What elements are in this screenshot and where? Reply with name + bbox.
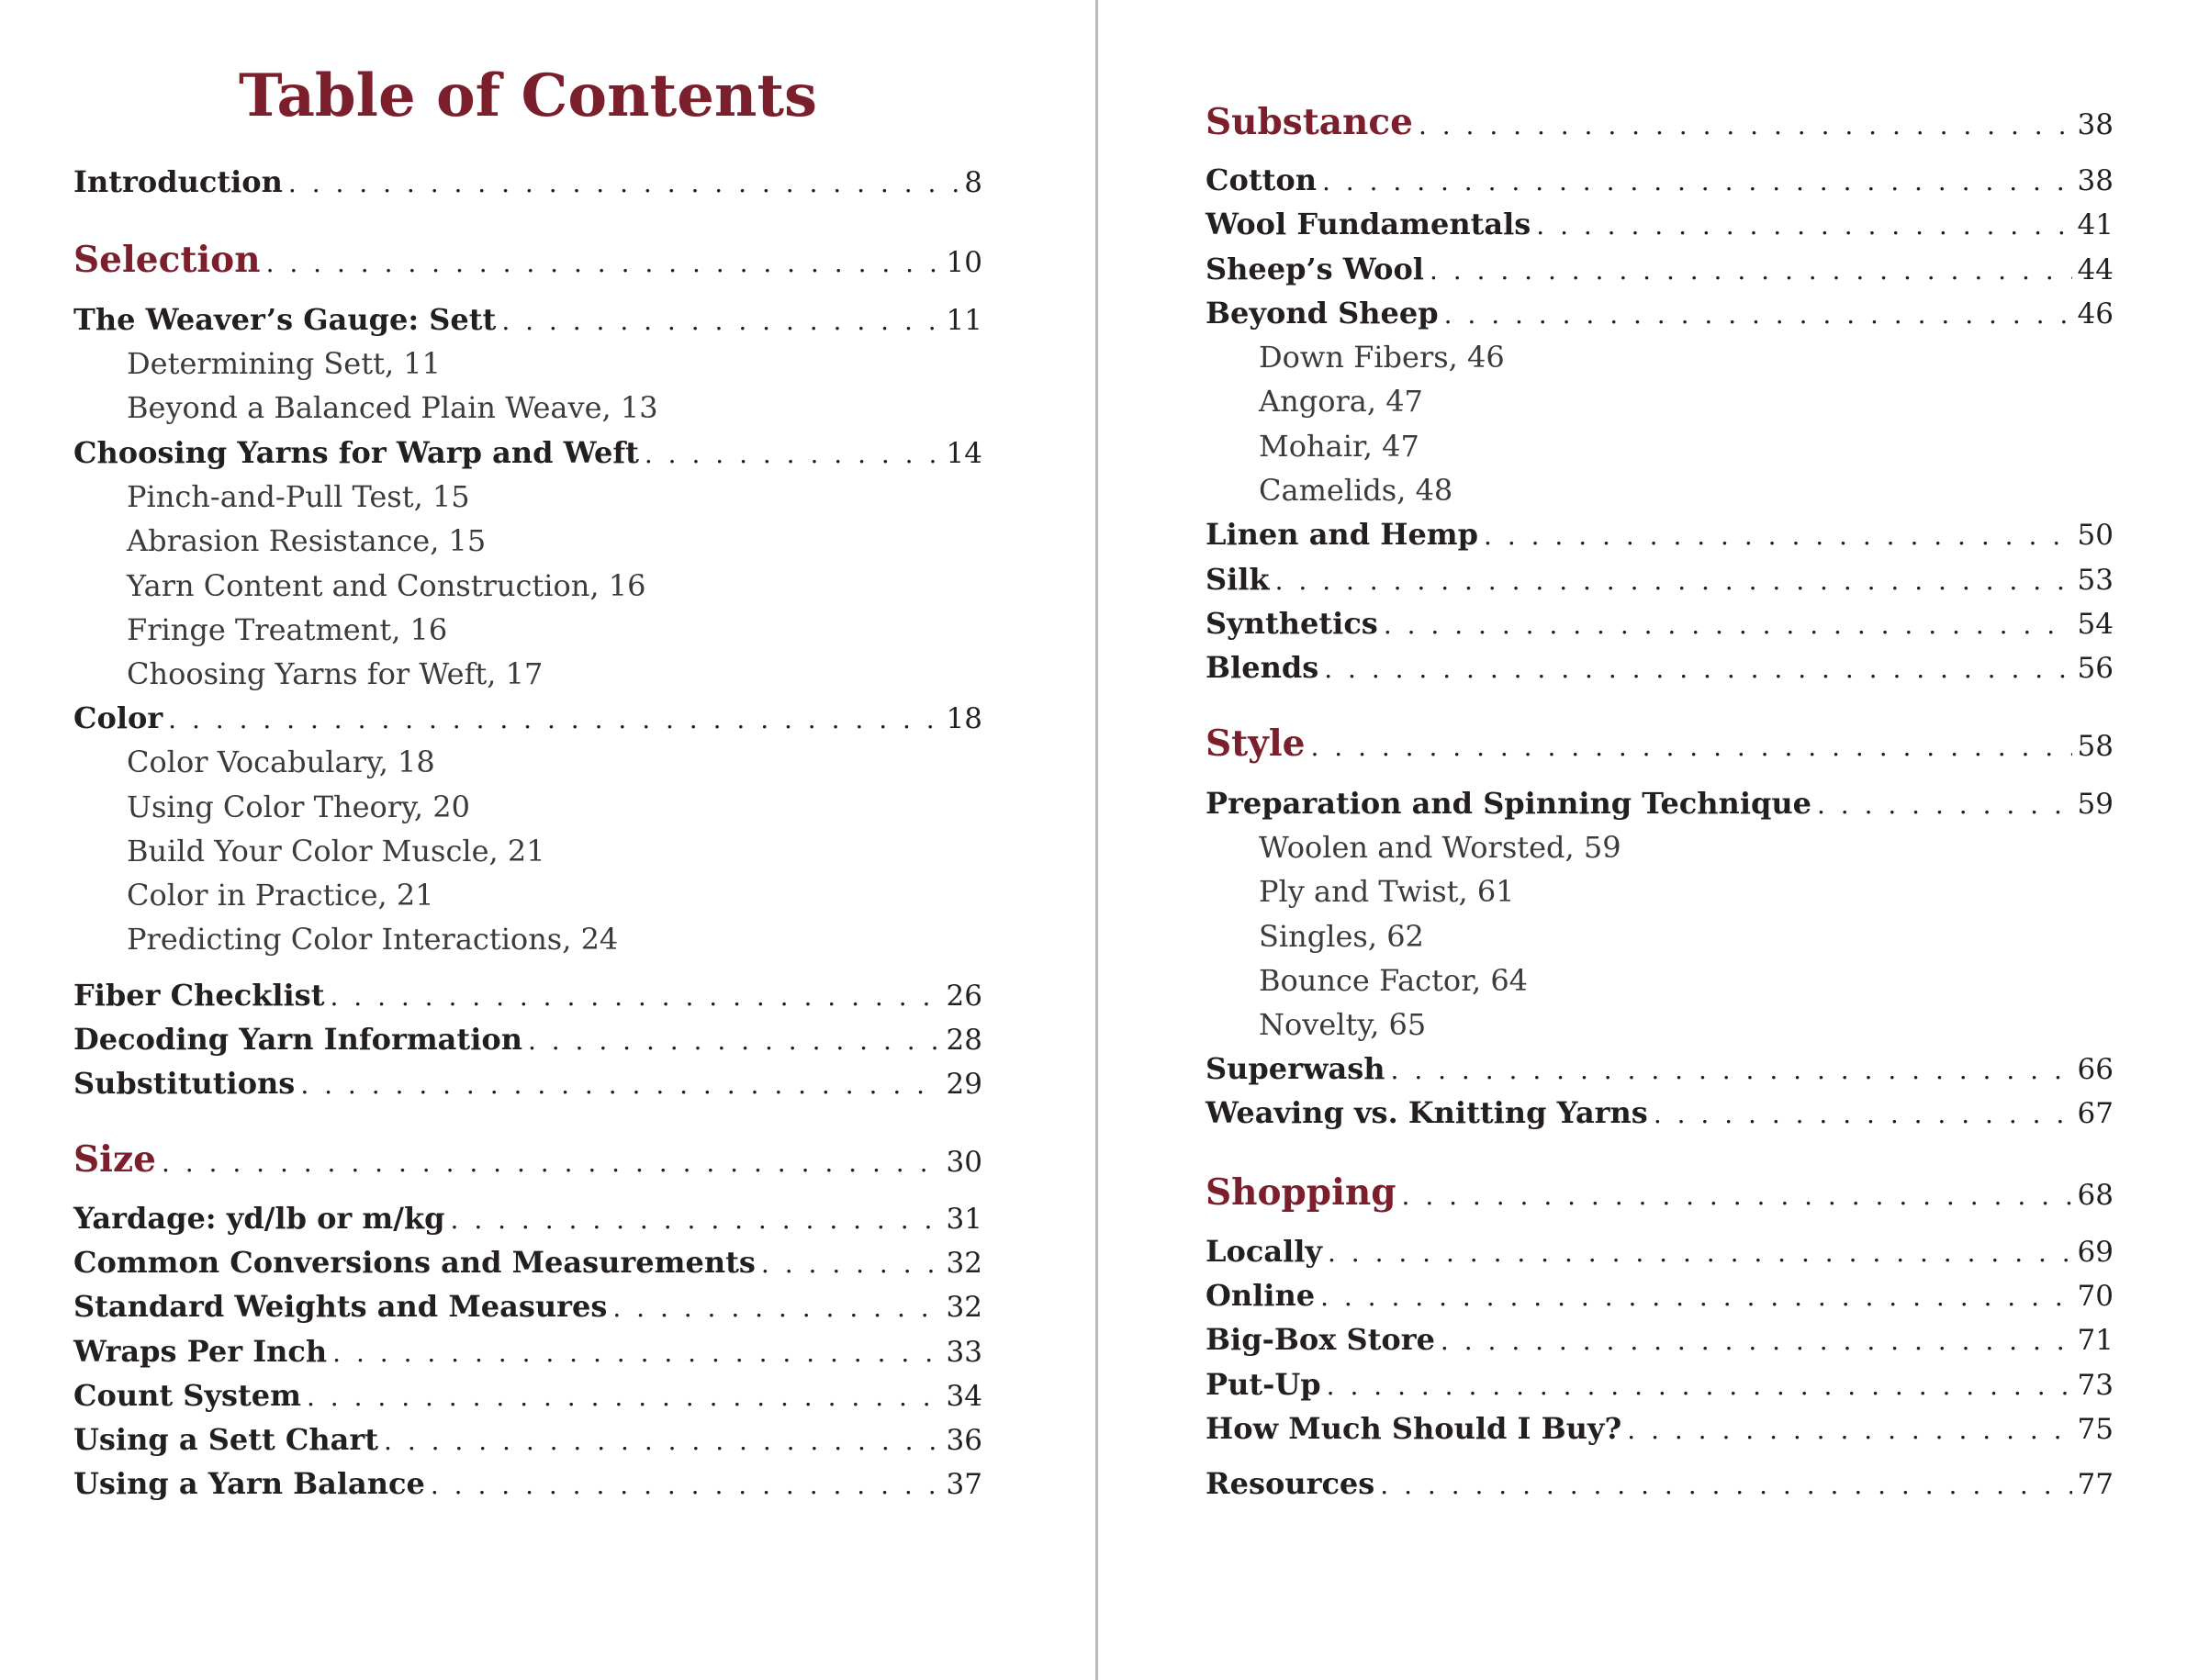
toc-subentry[interactable] bbox=[1206, 1004, 2114, 1045]
toc-entry-beyond-sheep[interactable] bbox=[1206, 293, 2114, 333]
toc-subentry-label: Pinch-and-Pull Test, 15 bbox=[127, 479, 470, 514]
toc-section-label: Selection bbox=[73, 239, 261, 281]
toc-entry-label: Sheep’s Wool bbox=[1206, 252, 1424, 286]
dot-leader bbox=[1328, 1233, 2072, 1273]
page-divider bbox=[1095, 0, 1098, 1680]
toc-entry-label: Linen and Hemp bbox=[1206, 517, 1479, 552]
toc-entry-label: Decoding Yarn Information bbox=[73, 1022, 522, 1057]
toc-entry-label: Resources bbox=[1206, 1466, 1375, 1501]
dot-leader bbox=[300, 1065, 940, 1105]
toc-entry-blends[interactable] bbox=[1206, 647, 2114, 688]
dot-leader bbox=[431, 1465, 941, 1506]
toc-entry-label: Common Conversions and Measurements bbox=[73, 1245, 756, 1280]
toc-entry-preparation-spinning[interactable] bbox=[1206, 783, 2114, 823]
toc-entry-substitutions[interactable] bbox=[73, 1063, 982, 1103]
toc-entry-weavers-gauge-sett[interactable] bbox=[73, 299, 982, 340]
dot-leader bbox=[266, 239, 941, 288]
toc-entry-label: Using a Yarn Balance bbox=[73, 1466, 425, 1501]
dot-leader bbox=[612, 1288, 940, 1328]
toc-subentry-label: Fringe Treatment, 16 bbox=[127, 612, 448, 647]
dot-leader bbox=[1817, 785, 2072, 825]
toc-section-label: Substance bbox=[1206, 101, 1413, 143]
toc-subentry-label: Camelids, 48 bbox=[1259, 473, 1453, 508]
toc-page-number: 32 bbox=[946, 1291, 982, 1324]
dot-leader bbox=[501, 301, 940, 342]
toc-subentry[interactable] bbox=[73, 919, 982, 959]
toc-page-number: 32 bbox=[946, 1247, 982, 1280]
toc-subentry-label: Bounce Factor, 64 bbox=[1259, 963, 1529, 998]
toc-entry-label: Wraps Per Inch bbox=[73, 1334, 328, 1369]
toc-subentry-label: Color in Practice, 21 bbox=[127, 878, 434, 913]
dot-leader bbox=[1384, 605, 2072, 645]
toc-page-number: 67 bbox=[2077, 1097, 2114, 1130]
toc-subentry-label: Build Your Color Muscle, 21 bbox=[127, 834, 545, 868]
toc-entry-silk[interactable] bbox=[1206, 559, 2114, 599]
toc-entry-decoding-yarn-information[interactable] bbox=[73, 1019, 982, 1059]
dot-leader bbox=[1402, 1171, 2072, 1221]
dot-leader bbox=[1320, 1277, 2071, 1317]
toc-page-number: 73 bbox=[2077, 1369, 2114, 1402]
toc-page-number: 8 bbox=[964, 166, 982, 199]
toc-entry-put-up[interactable] bbox=[1206, 1364, 2114, 1405]
dot-leader bbox=[1441, 1321, 2072, 1361]
toc-entry-locally[interactable] bbox=[1206, 1231, 2114, 1271]
toc-section-label: Shopping bbox=[1206, 1171, 1396, 1214]
toc-page-number: 75 bbox=[2077, 1413, 2114, 1446]
toc-entry-label: Silk bbox=[1206, 562, 1270, 597]
dot-leader bbox=[162, 1138, 941, 1188]
toc-subentry-label: Angora, 47 bbox=[1259, 384, 1423, 419]
toc-page-number: 58 bbox=[2077, 730, 2114, 763]
toc-entry-linen-and-hemp[interactable] bbox=[1206, 514, 2114, 554]
toc-entry-resources[interactable] bbox=[1206, 1463, 2114, 1504]
toc-entry-wool-fundamentals[interactable] bbox=[1206, 204, 2114, 244]
toc-entry-label: Substitutions bbox=[73, 1066, 296, 1101]
toc-entry-count-system[interactable] bbox=[73, 1375, 982, 1416]
toc-subentry-label: Singles, 62 bbox=[1259, 919, 1424, 954]
toc-subentry[interactable] bbox=[73, 831, 982, 871]
toc-subentry-label: Beyond a Balanced Plain Weave, 13 bbox=[127, 390, 658, 425]
toc-page-number: 56 bbox=[2077, 652, 2114, 685]
toc-page-number: 37 bbox=[946, 1468, 982, 1501]
toc-subentry[interactable] bbox=[73, 387, 982, 428]
toc-page-number: 50 bbox=[2077, 519, 2114, 552]
toc-subentry[interactable] bbox=[73, 566, 982, 606]
dot-leader bbox=[168, 700, 940, 740]
toc-entry-label: Choosing Yarns for Warp and Weft bbox=[73, 435, 639, 470]
toc-entry-label: Online bbox=[1206, 1278, 1316, 1313]
toc-entry-choosing-yarns[interactable] bbox=[73, 432, 982, 473]
dot-leader bbox=[1627, 1410, 2071, 1450]
toc-subentry-label: Choosing Yarns for Weft, 17 bbox=[127, 656, 544, 691]
toc-page-number: 46 bbox=[2077, 297, 2114, 330]
toc-entry-cotton[interactable] bbox=[1206, 160, 2114, 200]
dot-leader bbox=[1275, 561, 2072, 601]
toc-subentry-label: Woolen and Worsted, 59 bbox=[1259, 830, 1621, 865]
toc-page-number: 71 bbox=[2077, 1324, 2114, 1357]
dot-leader bbox=[1484, 516, 2072, 556]
toc-entry-label: Introduction bbox=[73, 164, 283, 199]
toc-page-number: 41 bbox=[2077, 208, 2114, 241]
toc-entry-label: Fiber Checklist bbox=[73, 978, 325, 1013]
toc-subentry[interactable] bbox=[73, 654, 982, 694]
toc-entry-label: Locally bbox=[1206, 1234, 1322, 1269]
toc-page-number: 59 bbox=[2077, 788, 2114, 821]
toc-entry-label: Weaving vs. Knitting Yarns bbox=[1206, 1095, 1648, 1130]
dot-leader bbox=[1536, 206, 2071, 246]
toc-entry-label: Synthetics bbox=[1206, 606, 1378, 641]
toc-entry-yarn-balance[interactable] bbox=[73, 1463, 982, 1504]
toc-section-style[interactable] bbox=[1206, 719, 2114, 768]
toc-section-shopping[interactable] bbox=[1206, 1168, 2114, 1217]
toc-entry-superwash[interactable] bbox=[1206, 1048, 2114, 1089]
dot-leader bbox=[1444, 295, 2072, 335]
toc-subentry[interactable] bbox=[1206, 470, 2114, 510]
toc-subentry[interactable] bbox=[73, 476, 982, 517]
toc-entry-label: Big-Box Store bbox=[1206, 1322, 1435, 1357]
toc-entry-label: Superwash bbox=[1206, 1051, 1385, 1086]
dot-leader bbox=[1654, 1094, 2072, 1135]
toc-subentry[interactable] bbox=[1206, 916, 2114, 957]
toc-subentry[interactable] bbox=[73, 521, 982, 561]
toc-subentry[interactable] bbox=[1206, 960, 2114, 1001]
toc-entry-yardage[interactable] bbox=[73, 1198, 982, 1238]
toc-entry-label: Beyond Sheep bbox=[1206, 296, 1439, 330]
toc-subentry[interactable] bbox=[73, 787, 982, 827]
toc-subentry[interactable] bbox=[73, 343, 982, 384]
toc-entry-label: Color bbox=[73, 700, 163, 735]
toc-entry-label: The Weaver’s Gauge: Sett bbox=[73, 302, 497, 337]
dot-leader bbox=[1310, 722, 2071, 772]
toc-page-number: 11 bbox=[946, 304, 982, 337]
toc-entry-label: Wool Fundamentals bbox=[1206, 207, 1531, 241]
toc-entry-label: How Much Should I Buy? bbox=[1206, 1411, 1622, 1446]
toc-page-number: 29 bbox=[946, 1068, 982, 1101]
toc-entry-sett-chart[interactable] bbox=[73, 1419, 982, 1460]
toc-subentry[interactable] bbox=[1206, 337, 2114, 377]
toc-subentry[interactable] bbox=[1206, 426, 2114, 466]
toc-page-number: 28 bbox=[946, 1024, 982, 1057]
toc-page-number: 70 bbox=[2077, 1280, 2114, 1313]
toc-entry-color[interactable] bbox=[73, 698, 982, 738]
dot-leader bbox=[1327, 1366, 2072, 1406]
dot-leader bbox=[451, 1200, 941, 1240]
dot-leader bbox=[1419, 101, 2072, 151]
dot-leader bbox=[645, 434, 941, 475]
toc-subentry-label: Mohair, 47 bbox=[1259, 429, 1419, 464]
toc-entry-label: Blends bbox=[1206, 650, 1319, 685]
toc-subentry-label: Determining Sett, 11 bbox=[127, 346, 442, 381]
toc-page-number: 77 bbox=[2077, 1468, 2114, 1501]
page-title: Table of Contents bbox=[238, 62, 818, 130]
toc-entry-sheeps-wool[interactable] bbox=[1206, 249, 2114, 289]
toc-section-label: Size bbox=[73, 1138, 156, 1181]
toc-entry-online[interactable] bbox=[1206, 1275, 2114, 1316]
dot-leader bbox=[1391, 1050, 2072, 1091]
toc-section-label: Style bbox=[1206, 722, 1306, 765]
toc-entry-label: Cotton bbox=[1206, 162, 1317, 197]
toc-entry-label: Preparation and Spinning Technique bbox=[1206, 786, 1811, 821]
dot-leader bbox=[307, 1377, 941, 1417]
dot-leader bbox=[1430, 251, 2072, 291]
toc-entry-introduction[interactable] bbox=[73, 162, 982, 202]
toc-subentry-label: Ply and Twist, 61 bbox=[1259, 874, 1515, 909]
dot-leader bbox=[1322, 162, 2072, 202]
toc-subentry[interactable] bbox=[1206, 827, 2114, 868]
toc-page-number: 34 bbox=[946, 1380, 982, 1413]
toc-page-number: 36 bbox=[946, 1424, 982, 1457]
toc-section-selection[interactable] bbox=[73, 235, 982, 285]
toc-entry-wraps-per-inch[interactable] bbox=[73, 1331, 982, 1372]
toc-subentry-label: Using Color Theory, 20 bbox=[127, 790, 470, 824]
dot-leader bbox=[288, 163, 959, 204]
toc-page-number: 31 bbox=[946, 1203, 982, 1236]
toc-page-number: 44 bbox=[2077, 253, 2114, 286]
toc-page-number: 14 bbox=[946, 437, 982, 470]
toc-entry-how-much-should-i-buy[interactable] bbox=[1206, 1408, 2114, 1449]
toc-subentry[interactable] bbox=[1206, 381, 2114, 421]
toc-entry-label: Using a Sett Chart bbox=[73, 1422, 379, 1457]
toc-page-number: 30 bbox=[946, 1146, 982, 1179]
toc-entry-fiber-checklist[interactable] bbox=[73, 975, 982, 1015]
toc-subentry[interactable] bbox=[1206, 871, 2114, 912]
toc-entry-weaving-vs-knitting[interactable] bbox=[1206, 1092, 2114, 1133]
toc-entry-synthetics[interactable] bbox=[1206, 603, 2114, 644]
toc-page-number: 69 bbox=[2077, 1236, 2114, 1269]
toc-entry-standard-weights[interactable] bbox=[73, 1286, 982, 1327]
toc-page-number: 33 bbox=[946, 1336, 982, 1369]
toc-page-number: 38 bbox=[2077, 108, 2114, 141]
toc-subentry[interactable] bbox=[73, 875, 982, 915]
toc-subentry-label: Yarn Content and Construction, 16 bbox=[127, 568, 646, 603]
toc-entry-label: Put-Up bbox=[1206, 1367, 1321, 1402]
dot-leader bbox=[528, 1021, 941, 1061]
toc-entry-big-box-store[interactable] bbox=[1206, 1319, 2114, 1360]
dot-leader bbox=[1324, 649, 2071, 689]
toc-page-number: 53 bbox=[2077, 564, 2114, 597]
toc-entry-label: Yardage: yd/lb or m/kg bbox=[73, 1201, 445, 1236]
toc-section-substance[interactable] bbox=[1206, 97, 2114, 147]
toc-entry-label: Standard Weights and Measures bbox=[73, 1289, 608, 1324]
toc-entry-label: Count System bbox=[73, 1378, 301, 1413]
toc-page-number: 26 bbox=[946, 980, 982, 1013]
toc-subentry-label: Down Fibers, 46 bbox=[1259, 340, 1505, 375]
toc-page-number: 68 bbox=[2077, 1179, 2114, 1212]
toc-page-number: 18 bbox=[946, 702, 982, 735]
toc-page-number: 38 bbox=[2077, 164, 2114, 197]
dot-leader bbox=[332, 1333, 940, 1373]
dot-leader bbox=[1380, 1465, 2071, 1506]
dot-leader bbox=[384, 1421, 941, 1462]
toc-subentry[interactable] bbox=[73, 610, 982, 650]
toc-subentry-label: Novelty, 65 bbox=[1259, 1007, 1427, 1042]
toc-entry-common-conversions[interactable] bbox=[73, 1242, 982, 1282]
toc-page-number: 66 bbox=[2077, 1053, 2114, 1086]
toc-subentry[interactable] bbox=[73, 742, 982, 782]
toc-subentry-label: Abrasion Resistance, 15 bbox=[127, 523, 487, 558]
dot-leader bbox=[330, 977, 940, 1017]
toc-page-number: 54 bbox=[2077, 608, 2114, 641]
toc-subentry-label: Predicting Color Interactions, 24 bbox=[127, 922, 619, 957]
toc-subentry-label: Color Vocabulary, 18 bbox=[127, 745, 435, 779]
toc-section-size[interactable] bbox=[73, 1135, 982, 1184]
dot-leader bbox=[761, 1244, 941, 1284]
toc-page-number: 10 bbox=[946, 246, 982, 279]
